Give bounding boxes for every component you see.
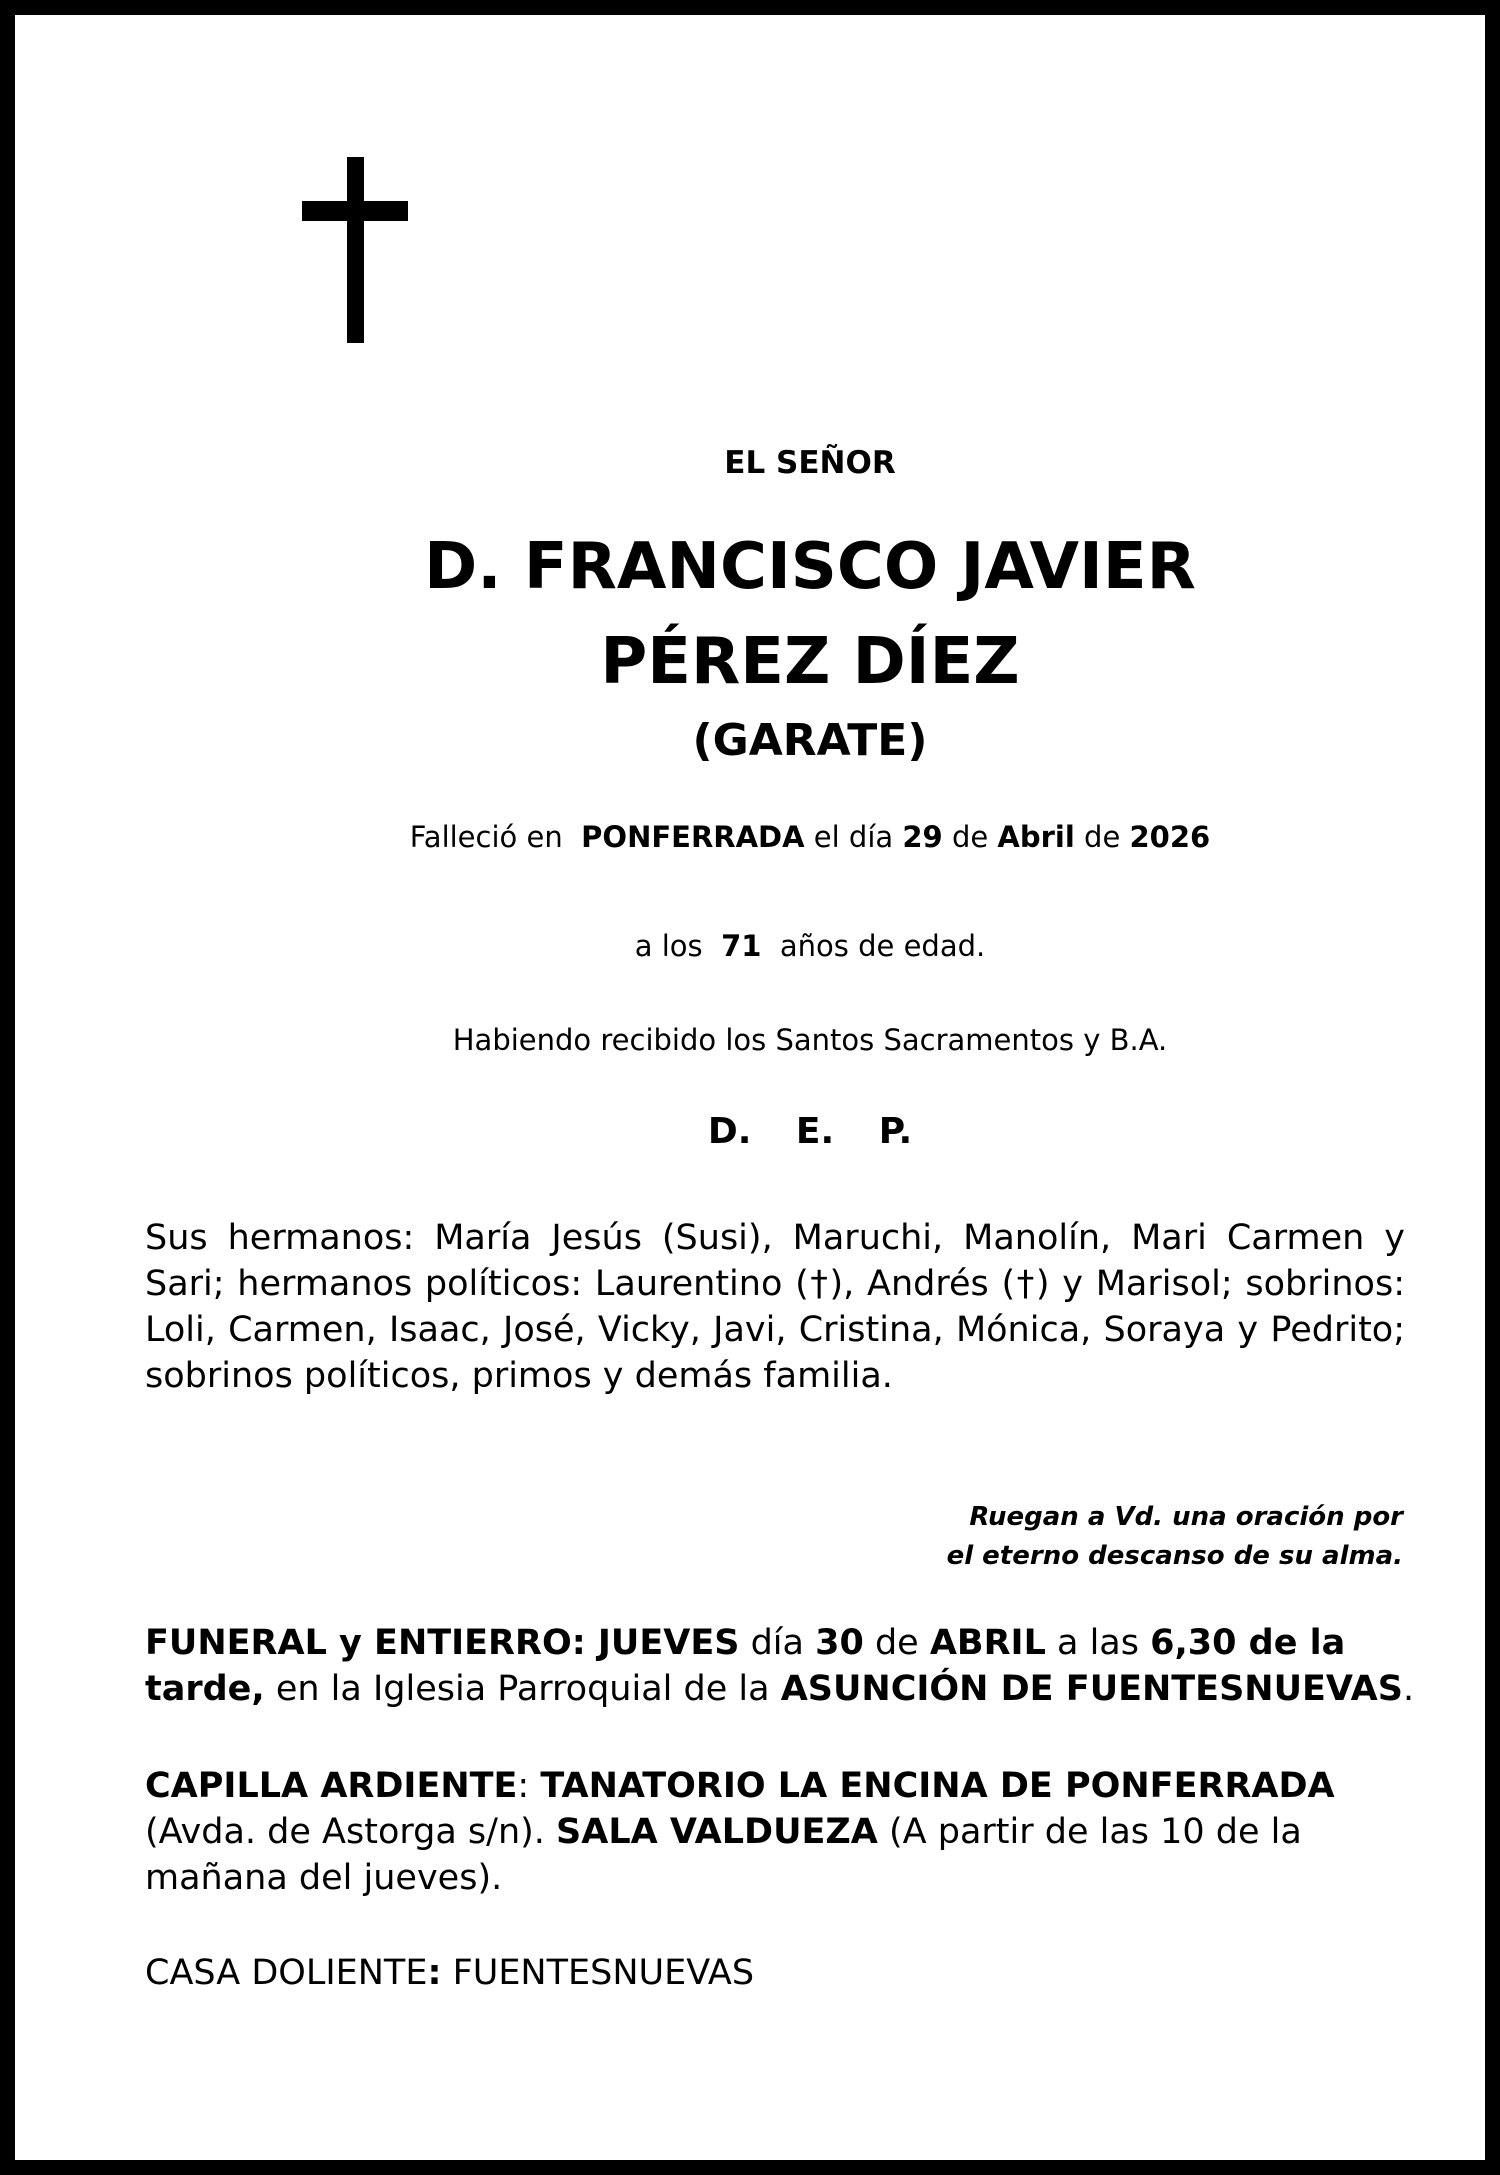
death-year: 2026 [1129, 820, 1211, 854]
church-name: ASUNCIÓN DE FUENTESNUEVAS [780, 1669, 1403, 1709]
death-month: Abril [997, 820, 1075, 854]
cross-icon [302, 157, 408, 343]
age-statement: a los 71 años de edad. [634, 929, 986, 963]
funeral-home: TANATORIO LA ENCINA DE PONFERRADA [540, 1766, 1335, 1806]
death-statement: Falleció en PONFERRADA el día 29 de Abril de 2026 [409, 820, 1211, 854]
age-value: 71 [721, 929, 762, 963]
family-paragraph: Sus hermanos: María Jesús (Susi), Maruchi, Manolín, Mari Carmen y Sari; hermanos políticos: Laurentino (†), Andrés (†) y Marisol; sobrinos: Loli, Carmen, Isaac, José, Vicky, Javi, Cristina, Mónica, Soraya y Pedrito; sobrinos políticos, primos y demás familia. [145, 1218, 1405, 1396]
death-place: PONFERRADA [581, 820, 805, 854]
room-name: SALA VALDUEZA [556, 1812, 878, 1852]
chapel-paragraph: CAPILLA ARDIENTE: TANATORIO LA ENCINA DE PONFERRADA (Avda. de Astorga s/n). SALA VALDUEZA (A partir de las 10 de la mañana del jueves). [145, 1766, 1335, 1898]
chapel-label: CAPILLA ARDIENTE [145, 1766, 518, 1806]
mourning-house-label: CASA DOLIENTE [145, 1953, 428, 1993]
sacraments-statement: Habiendo recibido los Santos Sacramentos y B.A. [452, 1023, 1168, 1057]
dep-abbreviation: D. E. P. [707, 1111, 913, 1152]
title-label: EL SEÑOR [724, 445, 896, 481]
deceased-alias: (GARATE) [692, 715, 928, 766]
funeral-label: FUNERAL y ENTIERRO: JUEVES [145, 1623, 740, 1663]
death-day: 29 [902, 820, 943, 854]
deceased-name-line2: PÉREZ DÍEZ [600, 625, 1020, 699]
mourning-house-value: FUENTESNUEVAS [441, 1953, 755, 1993]
prayer-request: Ruegan a Vd. una oración por el eterno descanso de su alma. [946, 1502, 1403, 1571]
mourning-house: CASA DOLIENTE: FUENTESNUEVAS [145, 1953, 755, 1993]
deceased-name-line1: D. FRANCISCO JAVIER [424, 530, 1196, 604]
funeral-paragraph: FUNERAL y ENTIERRO: JUEVES día 30 de ABRIL a las 6,30 de la tarde, en la Iglesia Parroquial de la ASUNCIÓN DE FUENTESNUEVAS. [145, 1623, 1415, 1709]
